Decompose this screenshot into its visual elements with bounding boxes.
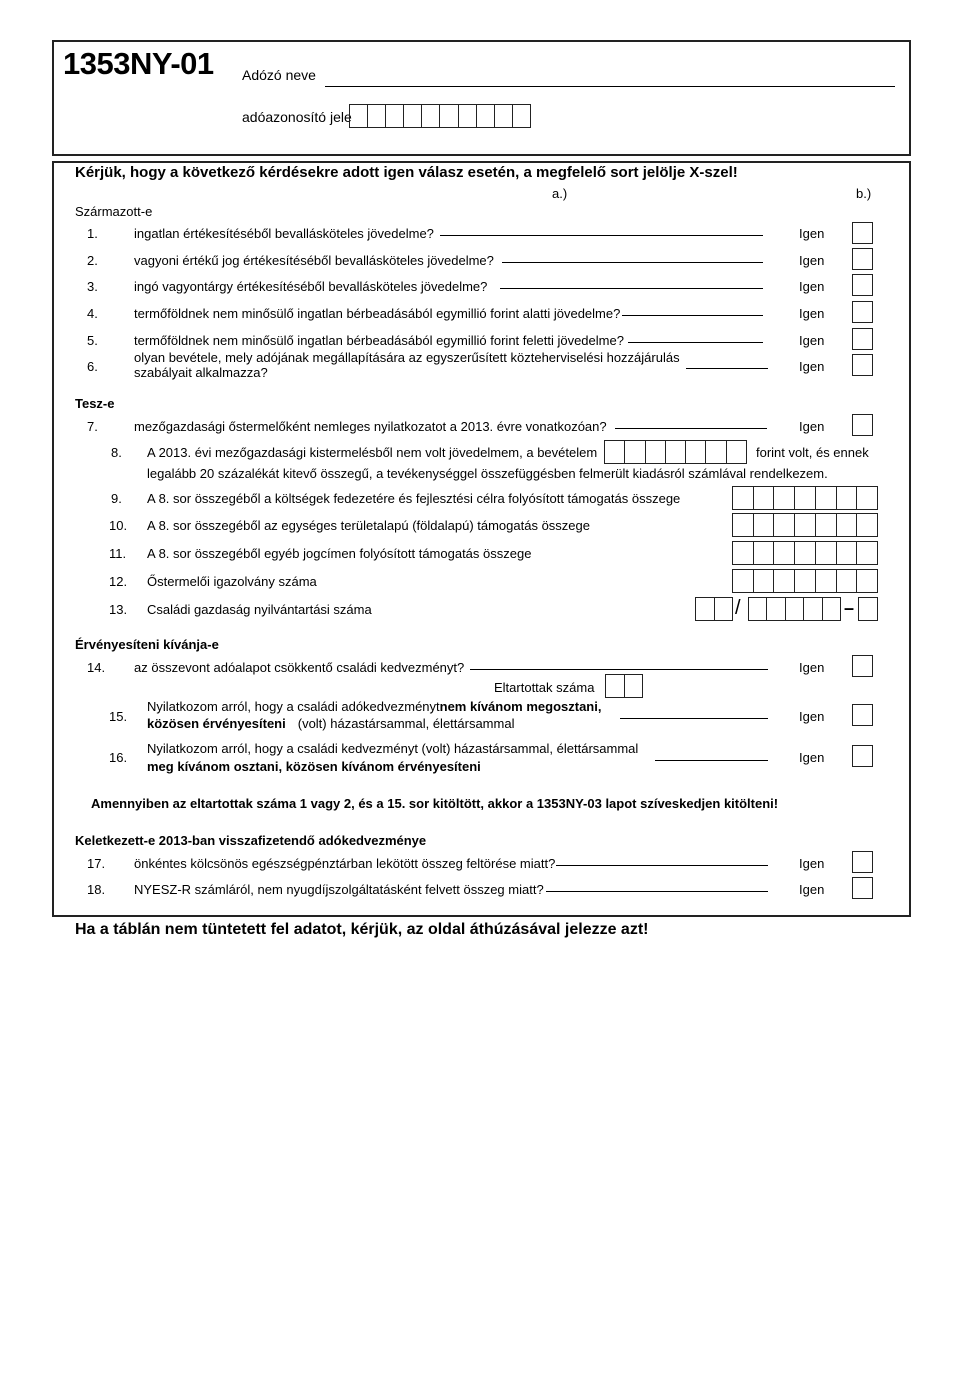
leader-line bbox=[655, 760, 768, 761]
checkbox[interactable] bbox=[852, 414, 873, 436]
item9-text: A 8. sor összegéből a költségek fedezetére és fejlesztési célra folyósított támogatás összege bbox=[147, 491, 681, 506]
item-number: 4. bbox=[87, 306, 98, 321]
area-support-amount-field[interactable] bbox=[732, 513, 878, 537]
item-number: 5. bbox=[87, 333, 98, 348]
leader-line bbox=[440, 235, 763, 236]
section-tesz-title: Tesz-e bbox=[75, 396, 115, 411]
item-number: 14. bbox=[87, 660, 106, 675]
id-dash: – bbox=[844, 598, 855, 618]
item16-line1: Nyilatkozom arról, hogy a családi kedvezményt (volt) házastársammal, élettársammal bbox=[147, 741, 639, 756]
item13-text: Családi gazdaság nyilvántartási száma bbox=[147, 602, 372, 617]
leader-line bbox=[500, 288, 763, 289]
answer-label: Igen bbox=[799, 253, 825, 268]
taxpayer-name-label: Adózó neve bbox=[242, 67, 316, 83]
item-number: 16. bbox=[109, 750, 128, 765]
item-number: 8. bbox=[111, 445, 122, 460]
leader-line bbox=[556, 865, 768, 866]
section-repay-title: Keletkezett-e 2013-ban visszafizetendő adókedvezménye bbox=[75, 833, 427, 848]
leader-line bbox=[615, 428, 767, 429]
item15-line1-b: nem kívánom megosztani, bbox=[439, 699, 602, 714]
checkbox[interactable] bbox=[852, 655, 873, 677]
item-number: 10. bbox=[109, 518, 128, 533]
item12-text: Őstermelői igazolvány száma bbox=[147, 574, 317, 589]
question-text-line2: szabályait alkalmazza? bbox=[134, 365, 268, 380]
item14-text: az összevont adóalapot csökkentő családi kedvezményt? bbox=[134, 660, 465, 675]
checkbox[interactable] bbox=[852, 877, 873, 899]
question-text-line1: olyan bevétele, mely adójának megállapítására az egyszerűsített közteherviselési hozzájárulás bbox=[134, 350, 680, 365]
checkbox[interactable] bbox=[852, 222, 873, 244]
answer-label: Igen bbox=[799, 882, 825, 897]
checkbox[interactable] bbox=[852, 851, 873, 873]
item18-text: NYESZ-R számláról, nem nyugdíjszolgáltatásként felvett összeg miatt? bbox=[134, 882, 544, 897]
leader-line bbox=[686, 368, 768, 369]
checkbox[interactable] bbox=[852, 704, 873, 726]
item-number: 17. bbox=[87, 856, 106, 871]
item-number: 3. bbox=[87, 279, 98, 294]
answer-label: Igen bbox=[799, 306, 825, 321]
leader-line bbox=[622, 315, 763, 316]
answer-label: Igen bbox=[799, 709, 825, 724]
item15-line2 bbox=[147, 716, 514, 731]
leader-line bbox=[546, 891, 768, 892]
producer-id-field[interactable] bbox=[732, 569, 878, 593]
column-a-label: a.) bbox=[552, 186, 568, 201]
tax-id-label: adóazonosító jele bbox=[242, 109, 352, 125]
instruction: Kérjük, hogy a következő kérdésekre adott igen válasz esetén, a megfelelő sort jelölje X-szel! bbox=[75, 164, 738, 181]
checkbox[interactable] bbox=[852, 274, 873, 296]
family-farm-id-part2[interactable] bbox=[748, 597, 841, 621]
footer-note: Ha a táblán nem tüntetett fel adatot, kérjük, az oldal áthúzásával jelezze azt! bbox=[75, 921, 649, 938]
item-number: 9. bbox=[111, 491, 122, 506]
section-enforce-title: Érvényesíteni kívánja-e bbox=[75, 637, 219, 652]
notice: Amennyiben az eltartottak száma 1 vagy 2, és a 15. sor kitöltött, akkor a 1353NY-03 lapot szíveskedjen kitölteni! bbox=[91, 796, 779, 811]
taxpayer-name-field[interactable] bbox=[325, 86, 895, 87]
section-derived-title: Származott-e bbox=[75, 204, 153, 219]
answer-label: Igen bbox=[799, 419, 825, 434]
item-number: 15. bbox=[109, 709, 128, 724]
other-support-amount-field[interactable] bbox=[732, 541, 878, 565]
item8-text-a: A 2013. évi mezőgazdasági kistermelésből nem volt jövedelmem, a bevételem bbox=[147, 445, 598, 460]
question-text: mezőgazdasági őstermelőként nemleges nyilatkozatot a 2013. évre vonatkozóan? bbox=[134, 419, 607, 434]
checkbox[interactable] bbox=[852, 301, 873, 323]
answer-label: Igen bbox=[799, 856, 825, 871]
item15-line1 bbox=[147, 699, 601, 714]
item-number: 18. bbox=[87, 882, 106, 897]
item15-line2-a: közösen érvényesíteni bbox=[147, 716, 286, 731]
family-farm-id-part3[interactable] bbox=[858, 597, 878, 621]
question-text: ingatlan értékesítéséből bevallásköteles jövedelme? bbox=[134, 226, 434, 241]
item11-text: A 8. sor összegéből egyéb jogcímen folyósított támogatás összege bbox=[147, 546, 532, 561]
item-number: 13. bbox=[109, 602, 128, 617]
item-number: 1. bbox=[87, 226, 98, 241]
leader-line bbox=[502, 262, 763, 263]
item-number: 11. bbox=[109, 546, 127, 561]
answer-label: Igen bbox=[799, 333, 825, 348]
column-b-label: b.) bbox=[856, 186, 872, 201]
answer-label: Igen bbox=[799, 226, 825, 241]
answer-label: Igen bbox=[799, 359, 825, 374]
answer-label: Igen bbox=[799, 750, 825, 765]
support-amount-field[interactable] bbox=[732, 486, 878, 510]
item17-text: önkéntes kölcsönös egészségpénztárban lekötött összeg feltörése miatt? bbox=[134, 856, 556, 871]
question-text: ingó vagyontárgy értékesítéséből bevallásköteles jövedelme? bbox=[134, 279, 488, 294]
item-number: 12. bbox=[109, 574, 128, 589]
item-number: 7. bbox=[87, 419, 98, 434]
answer-label: Igen bbox=[799, 660, 825, 675]
leader-line bbox=[628, 342, 763, 343]
family-farm-id-part1[interactable] bbox=[695, 597, 733, 621]
item-number: 2. bbox=[87, 253, 98, 268]
item8-text-b: forint volt, és ennek bbox=[756, 445, 869, 460]
checkbox[interactable] bbox=[852, 328, 873, 350]
tax-id-field[interactable] bbox=[349, 104, 531, 128]
item15-line2-b: (volt) házastársammal, élettársammal bbox=[297, 716, 515, 731]
income-amount-field[interactable] bbox=[604, 440, 747, 464]
item8-text-c: legalább 20 százalékát kitevő összegű, a tevékenységgel összefüggésben felmerült kiadásról számlával rendelkezem. bbox=[147, 466, 828, 481]
item15-line1-a: Nyilatkozom arról, hogy a családi adókedvezményt bbox=[147, 699, 440, 714]
item-number: 6. bbox=[87, 359, 98, 374]
id-separator: / bbox=[735, 597, 741, 619]
item10-text: A 8. sor összegéből az egységes területalapú (földalapú) támogatás összege bbox=[147, 518, 590, 533]
item16-line2: meg kívánom osztani, közösen kívánom érvényesíteni bbox=[147, 759, 481, 774]
checkbox[interactable] bbox=[852, 745, 873, 767]
question-text: termőföldnek nem minősülő ingatlan bérbeadásából egymillió forint feletti jövedelme? bbox=[134, 333, 624, 348]
dependents-label: Eltartottak száma bbox=[494, 680, 595, 695]
leader-line bbox=[470, 669, 768, 670]
dependents-count-field[interactable] bbox=[605, 674, 643, 698]
checkbox[interactable] bbox=[852, 354, 873, 376]
leader-line bbox=[620, 718, 768, 719]
form-code: 1353NY-01 bbox=[63, 46, 214, 81]
checkbox[interactable] bbox=[852, 248, 873, 270]
question-text: termőföldnek nem minősülő ingatlan bérbeadásából egymillió forint alatti jövedelme? bbox=[134, 306, 621, 321]
answer-label: Igen bbox=[799, 279, 825, 294]
question-text: vagyoni értékű jog értékesítéséből bevallásköteles jövedelme? bbox=[134, 253, 494, 268]
